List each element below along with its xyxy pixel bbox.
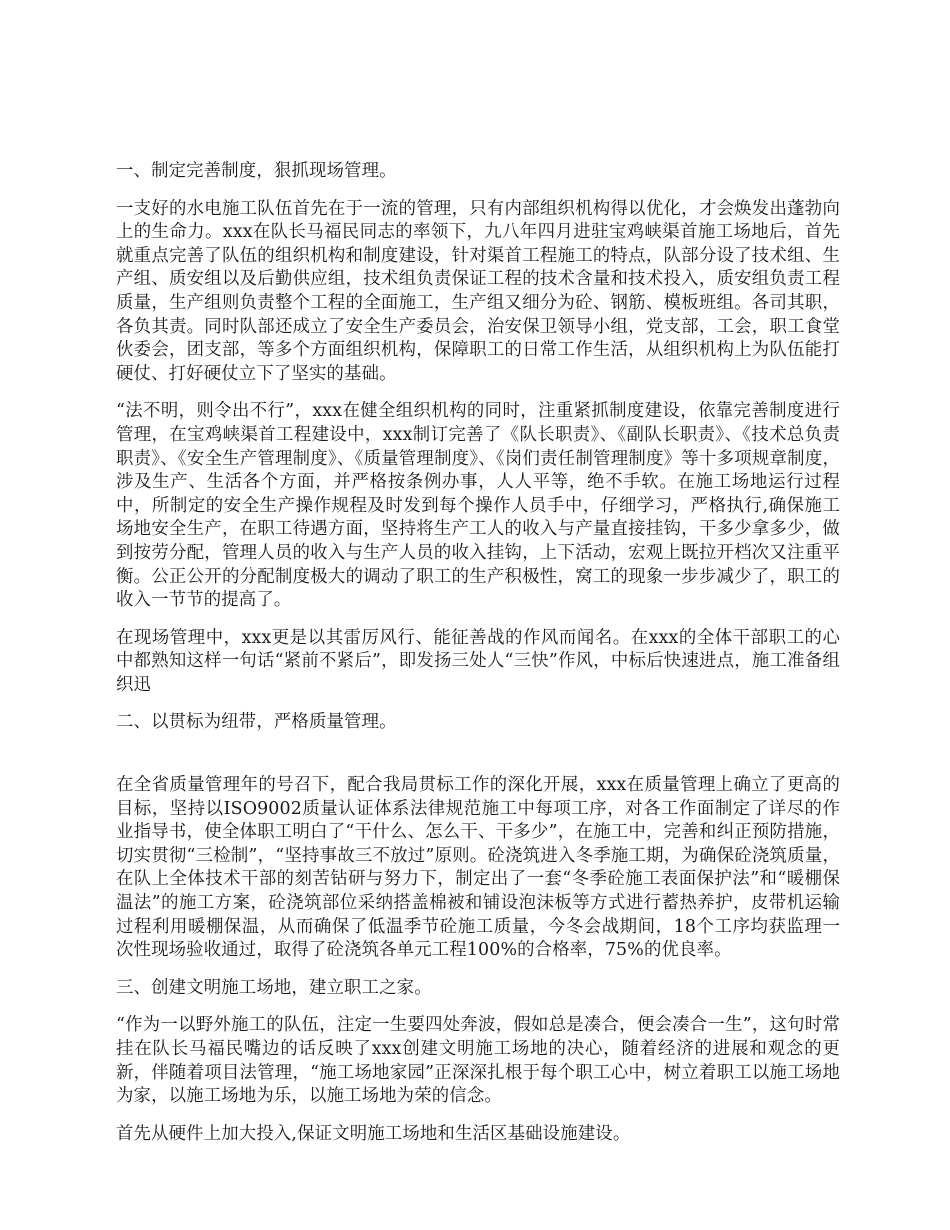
spacer: [116, 386, 840, 400]
section-2-heading: 二、以贯标为纽带，严格质量管理。: [116, 712, 397, 733]
spacer: [116, 735, 840, 774]
spacer: [116, 697, 840, 711]
spacer: [116, 1109, 840, 1123]
section-3-heading: 三、创建文明施工场地，建立职工之家。: [116, 977, 432, 998]
section-1-heading: 一、制定完善制度，狠抓现场管理。: [116, 161, 397, 181]
section-1-paragraph-organization: 一支好的水电施工队伍首先在于一流的管理，只有内部组织机构得以优化，才会焕发出蓬勃向上的生命力。xxx在队长马福民同志的率领下，九八年四月进驻宝鸡峡渠首施工场地后，首先就重点完善了队伍的组织机构和制度建设，针对渠首工程施工的特点，队部分设了技术组、生产组、质安组以及后勤供应组，技术组负责保证工程的技术含量和技术投入，质安组负责工程质量，生产组则负责整个工程的全面施工，生产组又细分为砼、钢筋、模板班组。各司其职，各负其责。同时队部还成立了安全生产委员会，治安保卫领导小组，党支部，工会，职工食堂伙委会，团支部，等多个方面组织机构，保障职工的日常工作生活，从组织机构上为队伍能打硬仗、打好硬仗立下了坚实的基础。: [116, 198, 840, 384]
spacer: [116, 963, 840, 977]
spacer: [116, 613, 840, 627]
section-1-paragraph-rules: “法不明，则令出不行”，xxx在健全组织机构的同时，注重紧抓制度建设，依靠完善制度进行管理，在宝鸡峡渠首工程建设中，xxx制订完善了《队长职责》、《副队长职责》、《技术总负责职责》、《安全生产管理制度》、《质量管理制度》、《岗们责任制管理制度》等十多项规章制度，涉及生产、生活各个方面，并严格按条例办事，人人平等，绝不手软。在施工场地运行过程中，所制定的安全生产操作规程及时发到每个操作人员手中，仔细学习，严格执行,确保施工场地安全生产，在职工待遇方面，坚持将生产工人的收入与产量直接挂钩，干多少拿多少，做到按劳分配，管理人员的收入与生产人员的收入挂钩，上下活动，宏观上既拉开档次又注重平衡。公正公开的分配制度极大的调动了职工的生产积极性，窝工的现象一步步减少了，职工的收入一节节的提高了。: [116, 401, 840, 611]
spacer: [116, 1000, 840, 1014]
section-3-paragraph-civilized-site: “作为一以野外施工的队伍，注定一生要四处奔波，假如总是凑合，便会凑合一生”，这句时常挂在队长马福民嘴边的话反映了xxx创建文明施工场地的决心，随着经济的进展和观念的更新，伴随着项目法管理，“施工场地家园”正深深扎根于每个职工心中，树立着职工以施工场地为家，以施工场地为乐，以施工场地为荣的信念。: [116, 1015, 840, 1107]
spacer: [116, 184, 840, 198]
section-2-paragraph-quality: 在全省质量管理年的号召下，配合我局贯标工作的深化开展，xxx在质量管理上确立了更高的目标，坚持以ISO9002质量认证体系法律规范施工中每项工序，对各工作面制定了详尽的作业指导书，使全体职工明白了“干什么、怎么干、干多少”，在施工中，完善和纠正预防措施，切实贯彻“三检制”，“坚持事故三不放过”原则。砼浇筑进入冬季施工期，为确保砼浇筑质量，在队上全体技术干部的刻苦钻研与努力下，制定出了一套“冬季砼施工表面保护法”和“暖棚保温法”的施工方案，砼浇筑部位采纳搭盖棉被和铺设泡沫板等方式进行蓄热养护，皮带机运输过程利用暖棚保温，从而确保了低温季节砼施工质量，今冬会战期间，18个工序均获监理一次性现场验收通过，取得了砼浇筑各单元工程100%的合格率，75%的优良率。: [116, 775, 840, 961]
section-1-paragraph-site-management: 在现场管理中，xxx更是以其雷厉风行、能征善战的作风而闻名。在xxx的全体干部职工的心中都熟知这样一句话“紧前不紧后”，即发扬三处人“三快”作风，中标后快速进点，施工准备组织迅: [116, 627, 840, 695]
document-body: [116, 160, 840, 1146]
section-3-paragraph-hardware: 首先从硬件上加大投入,保证文明施工场地和生活区基础设施建设。: [116, 1123, 631, 1144]
